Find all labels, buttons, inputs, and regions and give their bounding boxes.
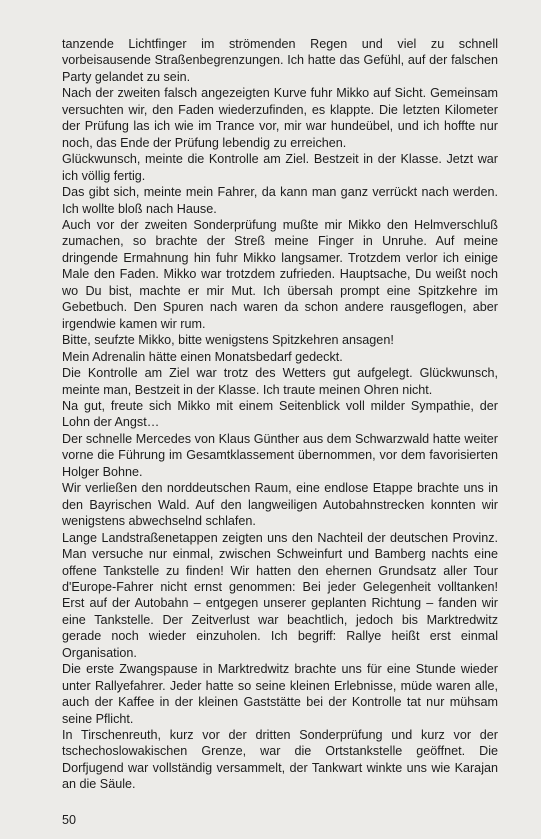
body-text	[62, 36, 498, 793]
paragraph: Wir verließen den norddeutschen Raum, eine endlose Etappe brachte uns in den Bayrischen Wald. Auf den langweiligen Autobahnstrecken konnten wir wenigstens abwechselnd schlafen.	[62, 481, 498, 529]
paragraph: Nach der zweiten falsch angezeigten Kurve fuhr Mikko auf Sicht. Gemeinsam versuchten wir, den Faden wiederzufinden, es klappte. Die letzten Kilometer der Prüfung las ich wie im Trance vor, mir war hundeübel, und ich hoffte nur noch, das Ende der Prüfung lebendig zu erreichen.	[62, 86, 498, 150]
page-number: 50	[62, 813, 77, 827]
paragraph: In Tirschenreuth, kurz vor der dritten Sonderprüfung und kurz vor der tschechoslowakischen Grenze, war die Ortstankstelle geöffnet. Die Dorfjugend war vollständig versammelt, der Tankwart winkte uns wie Karajan an die Säule.	[62, 728, 498, 792]
paragraph: Die erste Zwangspause in Marktredwitz brachte uns für eine Stunde wieder unter Rallyefahrer. Jeder hatte so seine kleinen Erlebnisse, müde waren alle, auch der Kaffee in der kleinen Gaststätte bei der Kontrolle tat nur mühsam seine Pflicht.	[62, 662, 498, 726]
paragraph: Mein Adrenalin hätte einen Monatsbedarf gedeckt.	[62, 349, 343, 364]
paragraph: Das gibt sich, meinte mein Fahrer, da kann man ganz verrückt nach werden. Ich wollte bloß nach Hause.	[62, 185, 498, 216]
paragraph: tanzende Lichtfinger im strömenden Regen und viel zu schnell vorbeisausende Straßenbegrenzungen. Ich hatte das Gefühl, auf der falschen Party gelandet zu sein.	[62, 37, 498, 84]
paragraph: Na gut, freute sich Mikko mit einem Seitenblick voll milder Sympathie, der Lohn der Angst…	[62, 398, 498, 430]
paragraph: Die Kontrolle am Ziel war trotz des Wetters gut aufgelegt. Glückwunsch, meinte man, Bestzeit in der Klasse. Ich traute meinen Ohren nicht.	[62, 366, 498, 397]
paragraph: Lange Landstraßenetappen zeigten uns den Nachteil der deutschen Provinz. Man versuche nur einmal, zwischen Schweinfurt und Bamberg nachts eine offene Tankstelle zu finden! Wir hatten den ehernen Grundsatz aller Tour d'Europe-Fahrer nicht ernst genommen: Bei jeder Gelegenheit volltanken! Erst auf der Autobahn – entgegen unserer geplanten Richtung – fanden wir eine Tankstelle. Der Zeitverlust war beachtlich, jedoch bis Marktredwitz gerade noch wieder einzuholen. Ich begriff: Rallye heißt erst einmal Organisation.	[62, 530, 498, 660]
paragraph: Bitte, seufzte Mikko, bitte wenigstens Spitzkehren ansagen!	[62, 333, 394, 348]
paragraph: Auch vor der zweiten Sonderprüfung mußte mir Mikko den Helmverschluß zumachen, so brachte der Streß meine Finger in Unruhe. Auf meine dringende Ermahnung hin fuhr Mikko langsamer. Trotzdem verlor ich einige Male den Faden. Mikko war trotzdem zufrieden. Hauptsache, Du weißt noch wo Du bist, machte er mir Mut. Ich übersah prompt eine Spitzkehre im Gebetbuch. Den Spuren nach waren da schon andere rausgeflogen, aber irgendwie kamen wir rum.	[62, 217, 498, 331]
paragraph: Glückwunsch, meinte die Kontrolle am Ziel. Bestzeit in der Klasse. Jetzt war ich völlig fertig.	[62, 152, 498, 183]
paragraph: Der schnelle Mercedes von Klaus Günther aus dem Schwarzwald hatte weiter vorne die Führung im Gesamtklassement übernommen, vor dem favorisierten Holger Bohne.	[62, 431, 498, 479]
